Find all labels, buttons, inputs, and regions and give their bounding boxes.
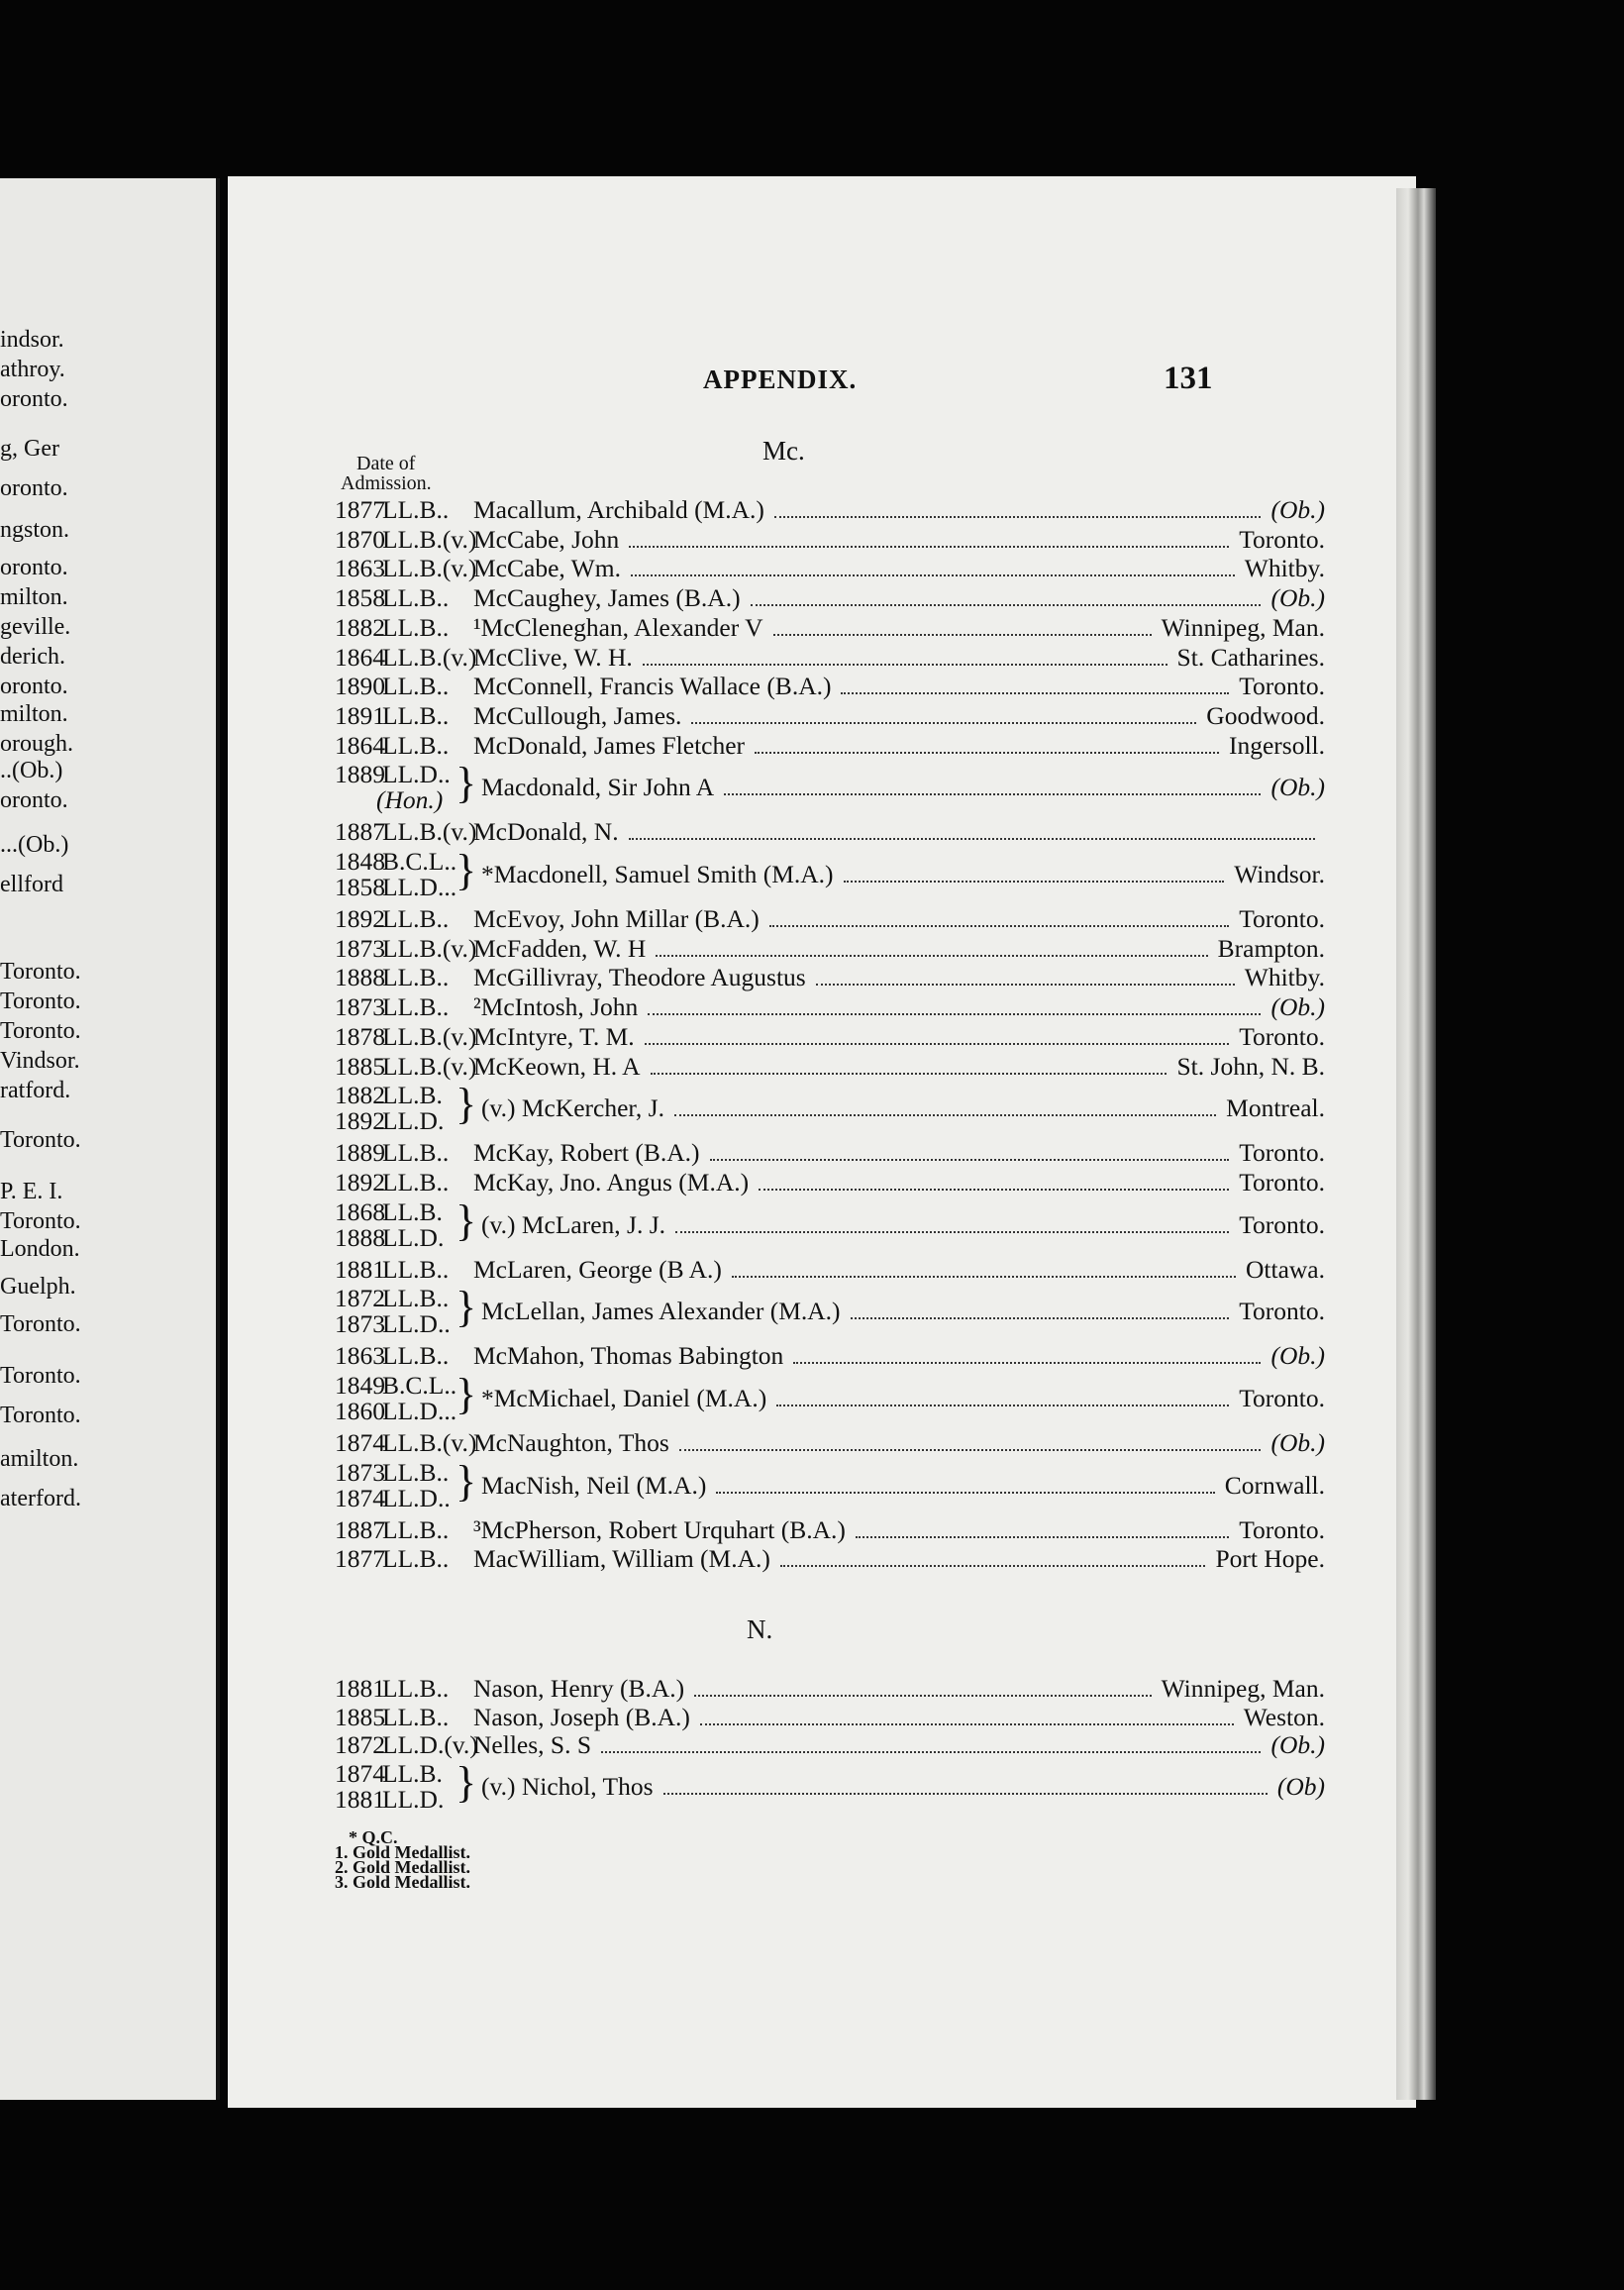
- table-row: [335, 1341, 1325, 1371]
- facing-page-text: ..(Ob.): [0, 758, 63, 783]
- name: McCabe, John: [473, 524, 620, 554]
- brace-glyph: }: [456, 1196, 477, 1245]
- table-row: [335, 731, 1325, 761]
- admission-year: 1874: [335, 1483, 385, 1512]
- degree: (Hon.): [376, 785, 444, 815]
- degree: LL.D.: [382, 1106, 445, 1136]
- admission-year: 1889: [335, 760, 385, 789]
- facing-page-text: derich.: [0, 644, 65, 670]
- dot-leader: [663, 1793, 1268, 1795]
- admission-year: 1889: [335, 1138, 385, 1168]
- admission-year: 1874: [335, 1428, 385, 1457]
- table-row: [335, 846, 1325, 901]
- name: Macdonald, Sir John A: [481, 773, 715, 802]
- degree: LL.D...: [382, 1397, 457, 1425]
- brace-glyph: }: [456, 1758, 477, 1808]
- place: Montreal.: [1226, 1093, 1325, 1123]
- brace-glyph: }: [456, 1080, 477, 1129]
- place: Windsor.: [1234, 860, 1325, 888]
- degree: B.C.L..: [382, 847, 457, 876]
- degree: LL.B.(v.): [382, 1051, 477, 1081]
- degree: LL.D.: [382, 1785, 445, 1815]
- degree: LL.B.(v.): [382, 554, 477, 583]
- place: Winnipeg, Man.: [1161, 612, 1325, 642]
- table-row: [335, 1255, 1325, 1285]
- facing-page-text: ratford.: [0, 1078, 71, 1103]
- name: McDonald, N.: [473, 817, 619, 847]
- place: Weston.: [1243, 1702, 1325, 1731]
- table-row: [335, 495, 1325, 525]
- degree: LL.B..: [382, 1702, 450, 1731]
- table-row: [335, 1515, 1325, 1545]
- table-row: [335, 1730, 1325, 1759]
- place: Whitby.: [1244, 554, 1325, 583]
- book-page-edges: [1396, 188, 1436, 2100]
- admission-year: 1888: [335, 1222, 385, 1252]
- admission-year: 1887: [335, 1514, 385, 1544]
- name: McKay, Jno. Angus (M.A.): [473, 1167, 750, 1197]
- admission-year: 1858: [335, 873, 385, 901]
- name: McKeown, H. A: [473, 1051, 641, 1081]
- name: *Macdonell, Samuel Smith (M.A.): [481, 860, 834, 888]
- dot-leader: [816, 984, 1235, 986]
- footnote: * Q.C.: [349, 1827, 398, 1847]
- name: MacNish, Neil (M.A.): [481, 1470, 707, 1500]
- facing-page-text: Vindsor.: [0, 1048, 80, 1074]
- dot-leader: [776, 1405, 1229, 1406]
- degree: LL.B.: [382, 1759, 443, 1789]
- dot-leader: [656, 955, 1208, 957]
- name: McClive, W. H.: [473, 642, 633, 672]
- admission-year: 1881: [335, 1254, 385, 1284]
- facing-page-text: ...(Ob.): [0, 832, 69, 858]
- place: Toronto.: [1239, 524, 1325, 554]
- place: (Ob): [1276, 1772, 1325, 1802]
- dot-leader: [674, 1114, 1216, 1116]
- place: Brampton.: [1217, 933, 1325, 963]
- place: Winnipeg, Man.: [1161, 1674, 1325, 1703]
- place: (Ob.): [1270, 1428, 1325, 1457]
- degree: LL.B..: [382, 612, 450, 642]
- table-row: [335, 817, 1325, 847]
- footnote: 3. Gold Medallist.: [335, 1872, 471, 1892]
- degree: LL.B..: [382, 1457, 450, 1487]
- name: McKay, Robert (B.A.): [473, 1138, 700, 1168]
- place: Ingersoll.: [1228, 730, 1325, 760]
- brace-glyph: }: [456, 759, 477, 808]
- footnotes: [335, 1827, 471, 1892]
- degree: LL.B..: [382, 904, 450, 933]
- facing-page-text: oronto.: [0, 674, 68, 699]
- admission-year: 1870: [335, 524, 385, 554]
- facing-page-text: oronto.: [0, 475, 68, 501]
- degree: LL.B..: [382, 992, 450, 1022]
- facing-page-text: Toronto.: [0, 1311, 81, 1337]
- dot-leader: [856, 1536, 1229, 1538]
- dot-leader: [780, 1565, 1205, 1567]
- degree: LL.B..: [382, 1341, 450, 1371]
- name: McCullough, James.: [473, 700, 682, 730]
- degree: LL.B.(v.): [382, 817, 477, 847]
- dot-leader: [724, 793, 1261, 795]
- table-row: [335, 701, 1325, 731]
- admission-year: 1892: [335, 1167, 385, 1197]
- admission-year: 1848: [335, 847, 385, 876]
- facing-page-text: Toronto.: [0, 989, 81, 1014]
- name: ²McIntosh, John: [473, 992, 639, 1022]
- degree: LL.B..: [382, 495, 450, 524]
- place: Toronto.: [1239, 1297, 1325, 1326]
- admission-table: [335, 176, 1325, 2108]
- degree: LL.B..: [382, 1674, 450, 1703]
- place: (Ob.): [1270, 1730, 1325, 1760]
- facing-page-text: Toronto.: [0, 1127, 81, 1153]
- degree: LL.B.(v.): [382, 1021, 477, 1051]
- column-header: [341, 454, 432, 493]
- name: ³McPherson, Robert Urquhart (B.A.): [473, 1514, 846, 1544]
- facing-page-text: oronto.: [0, 386, 68, 412]
- place: Toronto.: [1239, 904, 1325, 933]
- column-header-line1: Date of: [356, 453, 416, 474]
- dot-leader: [643, 664, 1167, 666]
- brace-glyph: }: [456, 1283, 477, 1332]
- degree: LL.B..: [382, 1138, 450, 1168]
- place: Ottawa.: [1245, 1254, 1325, 1284]
- admission-year: 1863: [335, 1341, 385, 1371]
- facing-page-text: athroy.: [0, 357, 65, 382]
- place: Toronto.: [1239, 1209, 1325, 1239]
- degree: LL.D.(v.): [382, 1730, 478, 1760]
- facing-page-text: Toronto.: [0, 1018, 81, 1044]
- admission-year: 1860: [335, 1397, 385, 1425]
- section-heading-mc: Mc.: [762, 436, 805, 466]
- table-row: [335, 1758, 1325, 1815]
- degree: LL.B.: [382, 1081, 443, 1110]
- admission-year: 1885: [335, 1702, 385, 1731]
- place: Whitby.: [1244, 963, 1325, 992]
- dot-leader: [631, 574, 1235, 576]
- dot-leader: [651, 1073, 1167, 1075]
- admission-year: 1877: [335, 1544, 385, 1574]
- degree: LL.B.(v.): [382, 524, 477, 554]
- degree: LL.B.: [382, 1197, 443, 1226]
- table-row: [335, 1456, 1325, 1512]
- place: Toronto.: [1239, 1021, 1325, 1051]
- place: Port Hope.: [1215, 1544, 1325, 1574]
- admission-year: 1873: [335, 992, 385, 1022]
- degree: LL.B..: [382, 730, 450, 760]
- dot-leader: [691, 722, 1196, 724]
- dot-leader: [629, 838, 1315, 840]
- table-row: [335, 1703, 1325, 1731]
- name: McIntyre, T. M.: [473, 1021, 635, 1051]
- dot-leader: [675, 1231, 1229, 1233]
- place: (Ob.): [1270, 773, 1325, 802]
- table-row: [335, 1544, 1325, 1574]
- name: MacWilliam, William (M.A.): [473, 1544, 770, 1574]
- name: McCaughey, James (B.A.): [473, 583, 741, 613]
- name: Nelles, S. S: [473, 1730, 592, 1760]
- degree: LL.D..: [382, 1309, 451, 1339]
- admission-year: 1872: [335, 1284, 385, 1313]
- brace-glyph: }: [456, 1456, 477, 1506]
- facing-page-text: oronto.: [0, 555, 68, 580]
- table-row: [335, 583, 1325, 613]
- name: McDonald, James Fletcher: [473, 730, 746, 760]
- admission-year: 1877: [335, 495, 385, 524]
- admission-year: 1873: [335, 1457, 385, 1487]
- footnote: 1. Gold Medallist.: [335, 1842, 471, 1862]
- admission-year: 1873: [335, 1309, 385, 1339]
- degree: LL.D.: [382, 1222, 445, 1252]
- dot-leader: [700, 1723, 1234, 1725]
- table-row: [335, 613, 1325, 643]
- section-heading-n: N.: [747, 1614, 773, 1644]
- degree: LL.B..: [382, 1514, 450, 1544]
- name: Nason, Henry (B.A.): [473, 1674, 685, 1703]
- place: St. Catharines.: [1176, 642, 1325, 672]
- place: (Ob.): [1270, 1341, 1325, 1371]
- admission-year: 1891: [335, 700, 385, 730]
- dot-leader: [773, 634, 1152, 636]
- dot-leader: [751, 604, 1261, 606]
- name: (v.) Nichol, Thos: [481, 1772, 654, 1802]
- admission-year: 1874: [335, 1759, 385, 1789]
- degree: LL.B.(v.): [382, 642, 477, 672]
- facing-page-text: Toronto.: [0, 1363, 81, 1389]
- admission-year: 1849: [335, 1371, 385, 1400]
- facing-page-text: London.: [0, 1236, 80, 1262]
- degree: LL.B..: [382, 1254, 450, 1284]
- degree: LL.D..: [382, 1483, 451, 1512]
- table-row: [335, 1080, 1325, 1136]
- table-row: [335, 963, 1325, 992]
- name: McConnell, Francis Wallace (B.A.): [473, 672, 832, 701]
- dot-leader: [841, 692, 1229, 694]
- dot-leader: [732, 1276, 1236, 1278]
- name: Macallum, Archibald (M.A.): [473, 495, 764, 524]
- name: McNaughton, Thos: [473, 1428, 669, 1457]
- place: Toronto.: [1239, 1138, 1325, 1168]
- table-row: [335, 525, 1325, 555]
- name: (v.) McKercher, J.: [481, 1093, 664, 1123]
- table-row: [335, 904, 1325, 934]
- facing-page-fragment: [0, 178, 220, 2100]
- page-title: APPENDIX.: [703, 364, 858, 394]
- admission-year: 1881: [335, 1785, 385, 1815]
- name: McMahon, Thomas Babington: [473, 1341, 784, 1371]
- footnote: 2. Gold Medallist.: [335, 1857, 471, 1877]
- facing-page-text: ngston.: [0, 517, 70, 543]
- name: McFadden, W. H: [473, 933, 647, 963]
- degree: LL.B..: [382, 672, 450, 701]
- dot-leader: [648, 1013, 1261, 1015]
- table-row: [335, 934, 1325, 964]
- name: (v.) McLaren, J. J.: [481, 1209, 665, 1239]
- name: McCabe, Wm.: [473, 554, 621, 583]
- table-row: [335, 992, 1325, 1022]
- degree: LL.B..: [382, 583, 450, 613]
- facing-page-text: Toronto.: [0, 1403, 81, 1428]
- place: (Ob.): [1270, 583, 1325, 613]
- admission-year: 1881: [335, 1674, 385, 1703]
- facing-page-text: Guelph.: [0, 1274, 76, 1300]
- facing-page-text: ellford: [0, 872, 63, 897]
- table-row: [335, 672, 1325, 701]
- place: (Ob.): [1270, 495, 1325, 524]
- dot-leader: [774, 516, 1261, 518]
- admission-year: 1892: [335, 904, 385, 933]
- table-row: [335, 1022, 1325, 1052]
- place: Cornwall.: [1224, 1470, 1325, 1500]
- name: McLellan, James Alexander (M.A.): [481, 1297, 841, 1326]
- degree: LL.B..: [382, 963, 450, 992]
- admission-year: 1863: [335, 554, 385, 583]
- name: *McMichael, Daniel (M.A.): [481, 1384, 767, 1412]
- facing-page-text: Toronto.: [0, 959, 81, 985]
- facing-page-text: P. E. I.: [0, 1179, 63, 1204]
- brace-glyph: }: [456, 1370, 477, 1418]
- degree: B.C.L..: [382, 1371, 457, 1400]
- admission-year: 1872: [335, 1730, 385, 1760]
- dot-leader: [844, 881, 1224, 883]
- place: St. John, N. B.: [1176, 1051, 1325, 1081]
- table-row: [335, 1370, 1325, 1425]
- table-row: [335, 1052, 1325, 1082]
- table-row: [335, 759, 1325, 815]
- admission-year: 1878: [335, 1021, 385, 1051]
- page-number: 131: [1164, 361, 1213, 396]
- name: McLaren, George (B A.): [473, 1254, 722, 1284]
- degree: LL.B..: [382, 1544, 450, 1574]
- name: McEvoy, John Millar (B.A.): [473, 904, 760, 933]
- table-row: [335, 1168, 1325, 1197]
- dot-leader: [793, 1362, 1261, 1364]
- admission-year: 1892: [335, 1106, 385, 1136]
- dot-leader: [759, 1189, 1229, 1191]
- dot-leader: [716, 1492, 1215, 1494]
- table-row: [335, 643, 1325, 673]
- dot-leader: [601, 1751, 1261, 1753]
- admission-year: 1888: [335, 963, 385, 992]
- place: Toronto.: [1239, 1514, 1325, 1544]
- facing-page-text: milton.: [0, 584, 68, 610]
- table-row: [335, 1428, 1325, 1458]
- column-header-line2: Admission.: [341, 472, 432, 494]
- table-row: [335, 1196, 1325, 1252]
- place: Goodwood.: [1206, 700, 1325, 730]
- place: Toronto.: [1239, 1384, 1325, 1412]
- facing-page-text: orough.: [0, 731, 73, 757]
- degree: LL.B.(v.): [382, 1428, 477, 1457]
- admission-year: 1858: [335, 583, 385, 613]
- facing-page-text: milton.: [0, 701, 68, 727]
- place: (Ob.): [1270, 992, 1325, 1022]
- dot-leader: [645, 1043, 1229, 1045]
- dot-leader: [710, 1159, 1229, 1161]
- brace-glyph: }: [456, 846, 477, 894]
- admission-year: 1885: [335, 1051, 385, 1081]
- degree: LL.D..: [382, 760, 451, 789]
- dot-leader: [694, 1695, 1152, 1697]
- admission-year: 1890: [335, 672, 385, 701]
- degree: LL.D...: [382, 873, 457, 901]
- page: [228, 176, 1416, 2108]
- facing-page-text: aterford.: [0, 1486, 81, 1511]
- admission-year: 1864: [335, 730, 385, 760]
- dot-leader: [851, 1317, 1229, 1319]
- name: Nason, Joseph (B.A.): [473, 1702, 690, 1731]
- facing-page-text: oronto.: [0, 787, 68, 813]
- dot-leader: [769, 925, 1229, 927]
- admission-year: 1882: [335, 1081, 385, 1110]
- dot-leader: [755, 752, 1219, 754]
- degree: LL.B.(v.): [382, 933, 477, 963]
- facing-page-text: geville.: [0, 614, 71, 640]
- facing-page-text: amilton.: [0, 1446, 79, 1472]
- table-row: [335, 1283, 1325, 1339]
- admission-year: 1868: [335, 1197, 385, 1226]
- dot-leader: [679, 1449, 1261, 1451]
- name: ¹McCleneghan, Alexander V: [473, 612, 763, 642]
- degree: LL.B..: [382, 1167, 450, 1197]
- admission-year: 1887: [335, 817, 385, 847]
- facing-page-text: g, Ger: [0, 436, 59, 462]
- dot-leader: [629, 546, 1229, 548]
- admission-year: 1873: [335, 933, 385, 963]
- place: Toronto.: [1239, 672, 1325, 701]
- degree: LL.B..: [382, 1284, 450, 1313]
- admission-year: 1864: [335, 642, 385, 672]
- table-row: [335, 1138, 1325, 1168]
- facing-page-text: indsor.: [0, 327, 64, 353]
- table-row: [335, 1674, 1325, 1703]
- admission-year: 1882: [335, 612, 385, 642]
- place: Toronto.: [1239, 1167, 1325, 1197]
- degree: LL.B..: [382, 700, 450, 730]
- name: McGillivray, Theodore Augustus: [473, 963, 806, 992]
- table-row: [335, 554, 1325, 583]
- facing-page-text: Toronto.: [0, 1208, 81, 1234]
